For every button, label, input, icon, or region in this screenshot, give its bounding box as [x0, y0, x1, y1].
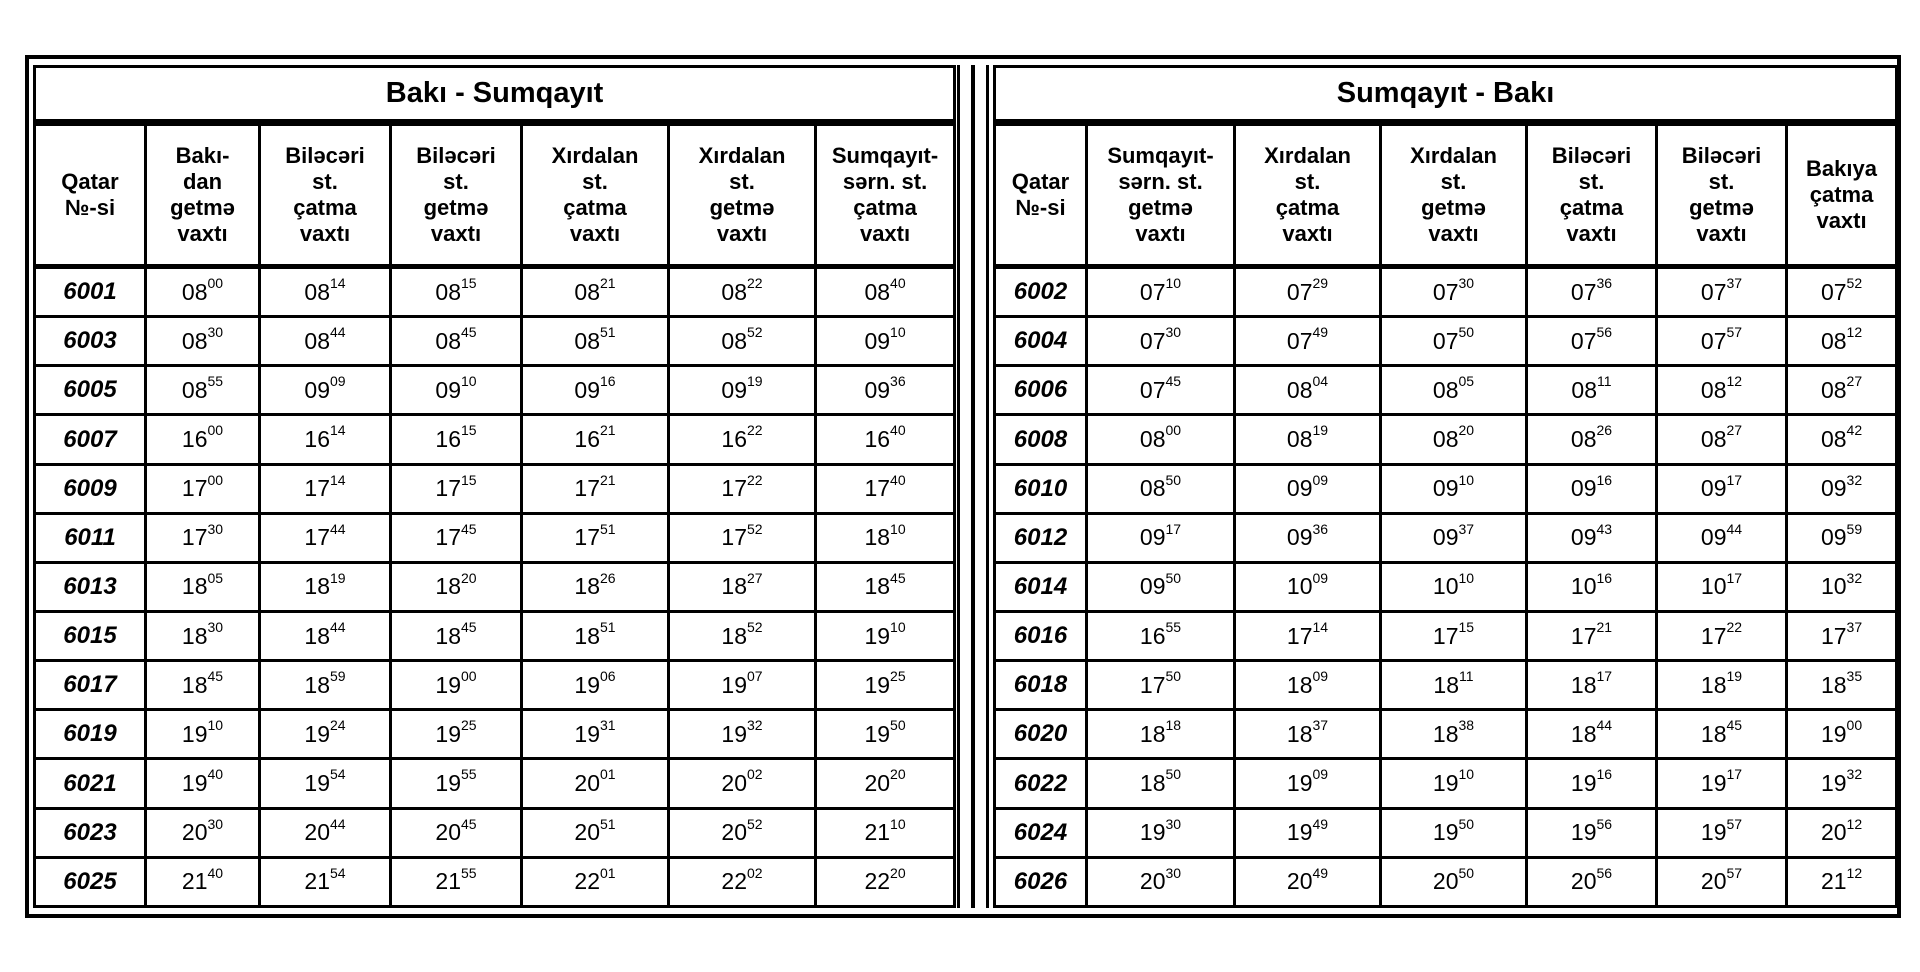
table-row	[35, 808, 955, 857]
time-cell: $08^{51}$	[522, 317, 669, 366]
time-cell: $20^{57}$	[1657, 857, 1787, 906]
time-cell: $19^{32}$	[1787, 759, 1897, 808]
column-header-time: Biləcəri st. getmə vaxtı	[391, 123, 522, 267]
time-cell: $16^{14}$	[260, 415, 391, 464]
time-cell: $18^{10}$	[816, 513, 955, 562]
time-cell: $19^{25}$	[816, 661, 955, 710]
time-cell: $07^{56}$	[1527, 317, 1657, 366]
time-cell: $18^{19}$	[1657, 661, 1787, 710]
table-row	[995, 759, 1897, 808]
table-row	[995, 317, 1897, 366]
time-cell: $10^{17}$	[1657, 562, 1787, 611]
time-cell: $07^{30}$	[1087, 317, 1235, 366]
time-cell: $09^{36}$	[1235, 513, 1381, 562]
table-row	[35, 661, 955, 710]
time-cell: $21^{10}$	[816, 808, 955, 857]
time-cell: $18^{11}$	[1381, 661, 1527, 710]
table-title-sumqayit-baku: Sumqayıt - Bakı	[995, 67, 1897, 123]
column-header-time: Bakı- dan getmə vaxtı	[146, 123, 260, 267]
train-number: 6011	[35, 513, 146, 562]
table-row	[995, 267, 1897, 317]
time-cell: $20^{30}$	[146, 808, 260, 857]
train-number: 6017	[35, 661, 146, 710]
time-cell: $20^{44}$	[260, 808, 391, 857]
table-row	[35, 612, 955, 661]
train-number: 6007	[35, 415, 146, 464]
time-cell: $10^{10}$	[1381, 562, 1527, 611]
time-cell: $16^{21}$	[522, 415, 669, 464]
time-cell: $09^{16}$	[522, 366, 669, 415]
time-cell: $19^{10}$	[816, 612, 955, 661]
time-cell: $18^{50}$	[1087, 759, 1235, 808]
time-cell: $17^{30}$	[146, 513, 260, 562]
time-cell: $19^{09}$	[1235, 759, 1381, 808]
time-cell: $17^{14}$	[1235, 612, 1381, 661]
time-cell: $18^{35}$	[1787, 661, 1897, 710]
time-cell: $08^{04}$	[1235, 366, 1381, 415]
time-cell: $18^{45}$	[1657, 710, 1787, 759]
time-cell: $09^{09}$	[1235, 464, 1381, 513]
time-cell: $20^{49}$	[1235, 857, 1381, 906]
time-cell: $19^{17}$	[1657, 759, 1787, 808]
column-header-time: Bakıya çatma vaxtı	[1787, 123, 1897, 267]
time-cell: $19^{24}$	[260, 710, 391, 759]
time-cell: $07^{45}$	[1087, 366, 1235, 415]
train-number: 6006	[995, 366, 1087, 415]
time-cell: $08^{27}$	[1657, 415, 1787, 464]
time-cell: $20^{51}$	[522, 808, 669, 857]
time-cell: $18^{38}$	[1381, 710, 1527, 759]
column-header-time: Biləcəri st. getmə vaxtı	[1657, 123, 1787, 267]
time-cell: $08^{00}$	[1087, 415, 1235, 464]
table-row	[35, 857, 955, 906]
table-row	[35, 464, 955, 513]
time-cell: $18^{09}$	[1235, 661, 1381, 710]
column-header-time: Biləcəri st. çatma vaxtı	[260, 123, 391, 267]
time-cell: $16^{15}$	[391, 415, 522, 464]
baku-sumqayit-table	[33, 65, 956, 908]
time-cell: $22^{20}$	[816, 857, 955, 906]
train-number: 6015	[35, 612, 146, 661]
time-cell: $19^{25}$	[391, 710, 522, 759]
table-row	[35, 562, 955, 611]
time-cell: $16^{55}$	[1087, 612, 1235, 661]
time-cell: $08^{14}$	[260, 267, 391, 317]
time-cell: $09^{10}$	[391, 366, 522, 415]
train-number: 6008	[995, 415, 1087, 464]
time-cell: $09^{32}$	[1787, 464, 1897, 513]
table-row	[995, 612, 1897, 661]
time-cell: $19^{49}$	[1235, 808, 1381, 857]
time-cell: $17^{52}$	[669, 513, 816, 562]
table-row	[995, 513, 1897, 562]
time-cell: $08^{00}$	[146, 267, 260, 317]
time-cell: $08^{11}$	[1527, 366, 1657, 415]
table-row	[995, 464, 1897, 513]
time-cell: $08^{12}$	[1657, 366, 1787, 415]
train-number: 6016	[995, 612, 1087, 661]
time-cell: $08^{27}$	[1787, 366, 1897, 415]
time-cell: $17^{51}$	[522, 513, 669, 562]
time-cell: $07^{49}$	[1235, 317, 1381, 366]
train-number: 6012	[995, 513, 1087, 562]
time-cell: $08^{52}$	[669, 317, 816, 366]
time-cell: $17^{14}$	[260, 464, 391, 513]
time-cell: $19^{54}$	[260, 759, 391, 808]
time-cell: $07^{50}$	[1381, 317, 1527, 366]
table-title-baku-sumqayit: Bakı - Sumqayıt	[35, 67, 955, 123]
time-cell: $20^{02}$	[669, 759, 816, 808]
time-cell: $08^{42}$	[1787, 415, 1897, 464]
time-cell: $07^{10}$	[1087, 267, 1235, 317]
time-cell: $19^{50}$	[1381, 808, 1527, 857]
column-header-time: Xırdalan st. çatma vaxtı	[522, 123, 669, 267]
train-number: 6010	[995, 464, 1087, 513]
train-number: 6013	[35, 562, 146, 611]
time-cell: $09^{10}$	[816, 317, 955, 366]
time-cell: $09^{19}$	[669, 366, 816, 415]
time-cell: $19^{16}$	[1527, 759, 1657, 808]
time-cell: $09^{10}$	[1381, 464, 1527, 513]
time-cell: $20^{01}$	[522, 759, 669, 808]
time-cell: $17^{37}$	[1787, 612, 1897, 661]
train-number: 6024	[995, 808, 1087, 857]
time-cell: $18^{44}$	[1527, 710, 1657, 759]
table-row	[995, 857, 1897, 906]
time-cell: $17^{22}$	[669, 464, 816, 513]
time-cell: $20^{56}$	[1527, 857, 1657, 906]
time-cell: $19^{55}$	[391, 759, 522, 808]
table-row	[995, 661, 1897, 710]
time-cell: $17^{15}$	[391, 464, 522, 513]
train-number: 6025	[35, 857, 146, 906]
time-cell: $09^{17}$	[1087, 513, 1235, 562]
train-number: 6009	[35, 464, 146, 513]
time-cell: $18^{27}$	[669, 562, 816, 611]
time-cell: $17^{22}$	[1657, 612, 1787, 661]
time-cell: $08^{55}$	[146, 366, 260, 415]
time-cell: $17^{50}$	[1087, 661, 1235, 710]
time-cell: $18^{37}$	[1235, 710, 1381, 759]
time-cell: $18^{45}$	[391, 612, 522, 661]
time-cell: $08^{19}$	[1235, 415, 1381, 464]
time-cell: $19^{10}$	[146, 710, 260, 759]
time-cell: $09^{44}$	[1657, 513, 1787, 562]
column-header-time: Xırdalan st. çatma vaxtı	[1235, 123, 1381, 267]
train-number: 6023	[35, 808, 146, 857]
time-cell: $18^{30}$	[146, 612, 260, 661]
column-header-time: Sumqayıt- sərn. st. getmə vaxtı	[1087, 123, 1235, 267]
table-row	[995, 366, 1897, 415]
time-cell: $18^{59}$	[260, 661, 391, 710]
time-cell: $18^{20}$	[391, 562, 522, 611]
time-cell: $20^{45}$	[391, 808, 522, 857]
time-cell: $17^{15}$	[1381, 612, 1527, 661]
time-cell: $08^{20}$	[1381, 415, 1527, 464]
table-divider	[957, 65, 989, 908]
time-cell: $20^{50}$	[1381, 857, 1527, 906]
train-number: 6026	[995, 857, 1087, 906]
time-cell: $20^{20}$	[816, 759, 955, 808]
time-cell: $10^{09}$	[1235, 562, 1381, 611]
time-cell: $18^{45}$	[146, 661, 260, 710]
time-cell: $08^{05}$	[1381, 366, 1527, 415]
table-row	[35, 710, 955, 759]
column-header-train-number: Qatar №-si	[995, 123, 1087, 267]
time-cell: $20^{30}$	[1087, 857, 1235, 906]
time-cell: $09^{17}$	[1657, 464, 1787, 513]
time-cell: $19^{40}$	[146, 759, 260, 808]
time-cell: $22^{01}$	[522, 857, 669, 906]
time-cell: $18^{19}$	[260, 562, 391, 611]
time-cell: $19^{07}$	[669, 661, 816, 710]
table-row	[35, 513, 955, 562]
time-cell: $08^{22}$	[669, 267, 816, 317]
time-cell: $08^{21}$	[522, 267, 669, 317]
column-header-time: Biləcəri st. çatma vaxtı	[1527, 123, 1657, 267]
time-cell: $20^{52}$	[669, 808, 816, 857]
time-cell: $22^{02}$	[669, 857, 816, 906]
time-cell: $19^{57}$	[1657, 808, 1787, 857]
time-cell: $09^{50}$	[1087, 562, 1235, 611]
timetable-frame	[25, 55, 1901, 918]
time-cell: $21^{40}$	[146, 857, 260, 906]
sumqayit-baku-table	[993, 65, 1898, 908]
time-cell: $10^{32}$	[1787, 562, 1897, 611]
time-cell: $07^{30}$	[1381, 267, 1527, 317]
time-cell: $09^{37}$	[1381, 513, 1527, 562]
table-row	[35, 267, 955, 317]
time-cell: $07^{57}$	[1657, 317, 1787, 366]
time-cell: $19^{32}$	[669, 710, 816, 759]
column-header-time: Sumqayıt- sərn. st. çatma vaxtı	[816, 123, 955, 267]
table-row	[35, 415, 955, 464]
time-cell: $08^{30}$	[146, 317, 260, 366]
time-cell: $21^{55}$	[391, 857, 522, 906]
table-row	[995, 808, 1897, 857]
time-cell: $16^{22}$	[669, 415, 816, 464]
table-row	[35, 317, 955, 366]
time-cell: $17^{21}$	[1527, 612, 1657, 661]
time-cell: $08^{44}$	[260, 317, 391, 366]
time-cell: $10^{16}$	[1527, 562, 1657, 611]
time-cell: $17^{45}$	[391, 513, 522, 562]
time-cell: $18^{18}$	[1087, 710, 1235, 759]
train-number: 6021	[35, 759, 146, 808]
time-cell: $18^{26}$	[522, 562, 669, 611]
train-number: 6022	[995, 759, 1087, 808]
train-number: 6018	[995, 661, 1087, 710]
time-cell: $19^{10}$	[1381, 759, 1527, 808]
time-cell: $17^{44}$	[260, 513, 391, 562]
time-cell: $08^{45}$	[391, 317, 522, 366]
time-cell: $17^{40}$	[816, 464, 955, 513]
train-number: 6020	[995, 710, 1087, 759]
train-number: 6005	[35, 366, 146, 415]
column-header-time: Xırdalan st. getmə vaxtı	[669, 123, 816, 267]
time-cell: $09^{36}$	[816, 366, 955, 415]
time-cell: $07^{29}$	[1235, 267, 1381, 317]
time-cell: $19^{31}$	[522, 710, 669, 759]
train-number: 6001	[35, 267, 146, 317]
time-cell: $18^{52}$	[669, 612, 816, 661]
time-cell: $18^{44}$	[260, 612, 391, 661]
time-cell: $18^{51}$	[522, 612, 669, 661]
time-cell: $08^{15}$	[391, 267, 522, 317]
time-cell: $08^{26}$	[1527, 415, 1657, 464]
time-cell: $07^{37}$	[1657, 267, 1787, 317]
train-number: 6014	[995, 562, 1087, 611]
time-cell: $07^{36}$	[1527, 267, 1657, 317]
time-cell: $21^{12}$	[1787, 857, 1897, 906]
time-cell: $19^{00}$	[1787, 710, 1897, 759]
train-number: 6003	[35, 317, 146, 366]
time-cell: $19^{06}$	[522, 661, 669, 710]
table-row	[995, 562, 1897, 611]
time-cell: $18^{45}$	[816, 562, 955, 611]
time-cell: $09^{16}$	[1527, 464, 1657, 513]
time-cell: $19^{50}$	[816, 710, 955, 759]
time-cell: $19^{00}$	[391, 661, 522, 710]
train-number: 6004	[995, 317, 1087, 366]
time-cell: $18^{05}$	[146, 562, 260, 611]
table-row	[995, 415, 1897, 464]
time-cell: $18^{17}$	[1527, 661, 1657, 710]
column-header-time: Xırdalan st. getmə vaxtı	[1381, 123, 1527, 267]
time-cell: $19^{56}$	[1527, 808, 1657, 857]
time-cell: $07^{52}$	[1787, 267, 1897, 317]
time-cell: $08^{50}$	[1087, 464, 1235, 513]
train-number: 6019	[35, 710, 146, 759]
time-cell: $16^{40}$	[816, 415, 955, 464]
time-cell: $08^{12}$	[1787, 317, 1897, 366]
time-cell: $17^{21}$	[522, 464, 669, 513]
time-cell: $09^{09}$	[260, 366, 391, 415]
time-cell: $21^{54}$	[260, 857, 391, 906]
time-cell: $17^{00}$	[146, 464, 260, 513]
time-cell: $19^{30}$	[1087, 808, 1235, 857]
column-header-train-number: Qatar №-si	[35, 123, 146, 267]
time-cell: $08^{40}$	[816, 267, 955, 317]
train-number: 6002	[995, 267, 1087, 317]
time-cell: $09^{59}$	[1787, 513, 1897, 562]
time-cell: $09^{43}$	[1527, 513, 1657, 562]
time-cell: $20^{12}$	[1787, 808, 1897, 857]
table-row	[35, 366, 955, 415]
time-cell: $16^{00}$	[146, 415, 260, 464]
table-row	[35, 759, 955, 808]
table-row	[995, 710, 1897, 759]
